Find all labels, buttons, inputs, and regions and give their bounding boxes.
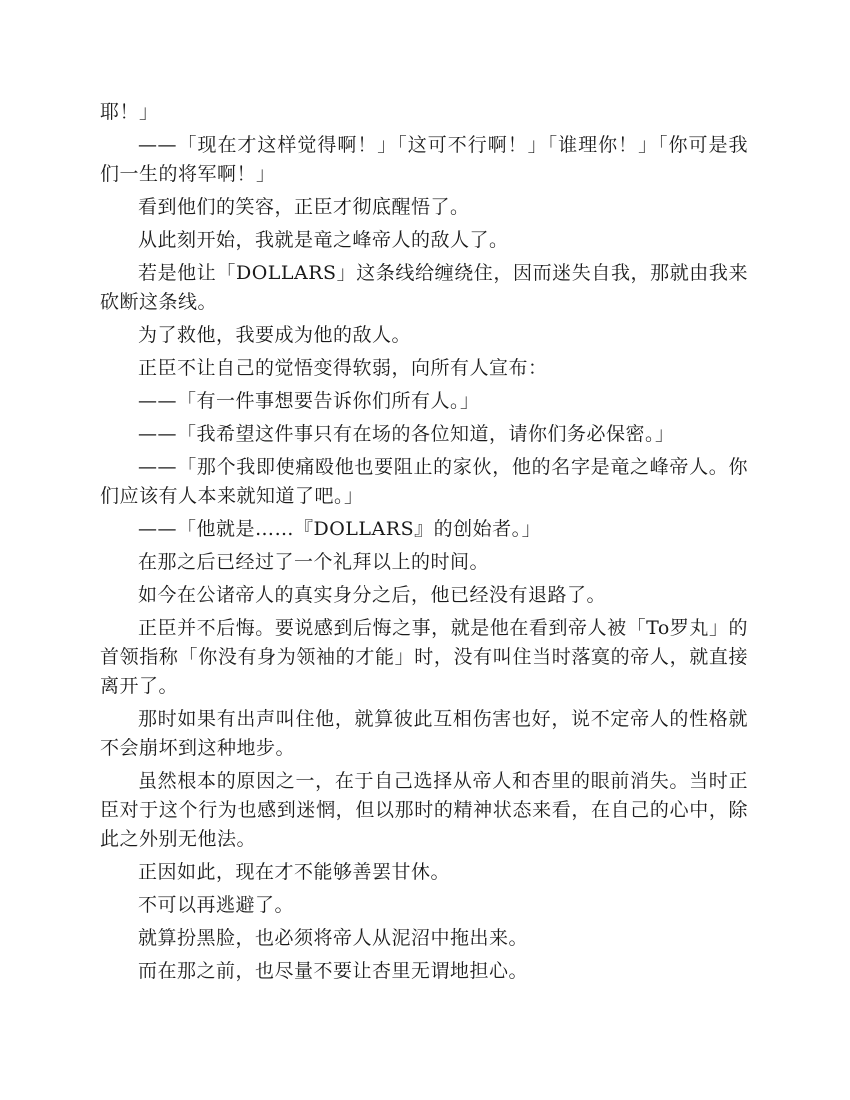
paragraph-19: 就算扮黑脸，也必须将帝人从泥沼中拖出来。 xyxy=(138,927,529,949)
paragraph-20: 而在那之前，也尽量不要让杏里无谓地担心。 xyxy=(138,960,529,982)
paragraph-15: 那时如果有出声叫住他，就算彼此互相伤害也好，说不定帝人的性格就不会崩坏到这种地步。 xyxy=(100,708,748,759)
paragraph-14: 正臣并不后悔。要说感到后悔之事，就是他在看到帝人被「To罗丸」的首领指称「你没有身为领袖的才能」时，没有叫住当时落寞的帝人，就直接离开了。 xyxy=(100,617,748,697)
paragraph-16: 虽然根本的原因之一，在于自己选择从帝人和杏里的眼前消失。当时正臣对于这个行为也感到迷惘，但以那时的精神状态来看，在自己的心中，除此之外别无他法。 xyxy=(100,770,748,850)
paragraph-18: 不可以再逃避了。 xyxy=(138,894,295,916)
paragraph-5: 若是他让「DOLLARS」这条线给缠绕住，因而迷失自我，那就由我来砍断这条线。 xyxy=(100,262,748,313)
paragraph-8: ——「有一件事想要告诉你们所有人。」 xyxy=(138,390,480,412)
paragraph-11: ——「他就是……『DOLLARS』的创始者。」 xyxy=(138,518,542,540)
paragraph-13: 如今在公诸帝人的真实身分之后，他已经没有退路了。 xyxy=(138,584,607,606)
paragraph-17: 正因如此，现在才不能够善罢甘休。 xyxy=(138,861,451,883)
paragraph-10: ——「那个我即使痛殴他也要阻止的家伙，他的名字是竜之峰帝人。你们应该有人本来就知道了吧。」 xyxy=(100,456,748,507)
paragraph-9: ——「我希望这件事只有在场的各位知道，请你们务必保密。」 xyxy=(138,423,675,445)
document-page xyxy=(100,98,748,990)
paragraph-7: 正臣不让自己的觉悟变得软弱，向所有人宣布： xyxy=(138,357,548,379)
paragraph-6: 为了救他，我要成为他的敌人。 xyxy=(138,324,412,346)
paragraph-12: 在那之后已经过了一个礼拜以上的时间。 xyxy=(138,551,490,573)
paragraph-1: 耶！」 xyxy=(100,101,159,123)
paragraph-3: 看到他们的笑容，正臣才彻底醒悟了。 xyxy=(138,196,470,218)
paragraph-4: 从此刻开始，我就是竜之峰帝人的敌人了。 xyxy=(138,229,509,251)
paragraph-2: ——「现在才这样觉得啊！」「这可不行啊！」「谁理你！」「你可是我们一生的将军啊！」 xyxy=(100,134,748,185)
